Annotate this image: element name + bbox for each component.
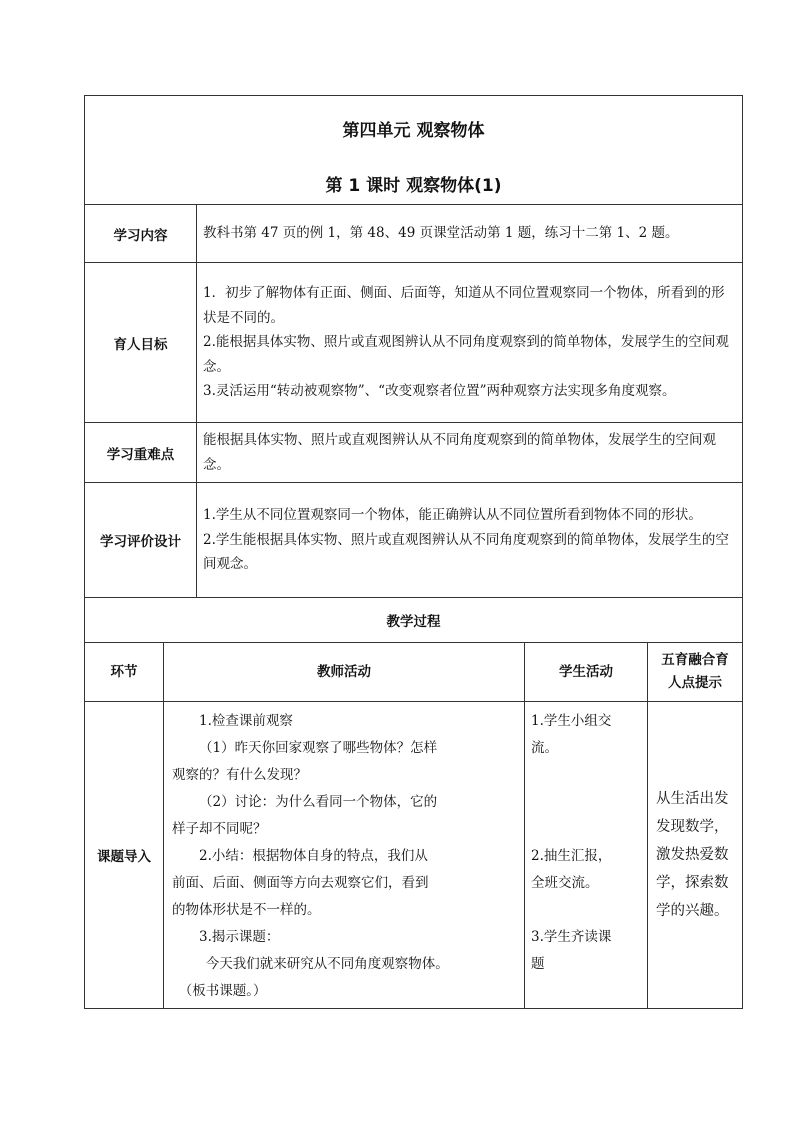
teacher-line: 前面、后面、侧面等方向去观察它们，看到 <box>172 875 429 891</box>
key-points-line: 能根据具体实物、照片或直观图辨认从不同角度观察到的简单物体，发展学生的空间观念。 <box>203 432 716 473</box>
student-spacer <box>531 789 643 816</box>
header-stage: 环节 <box>85 643 164 702</box>
content-text <box>197 205 743 263</box>
title-cell <box>85 96 743 205</box>
student-activity <box>525 702 648 1009</box>
teacher-line: 观察的？有什么发现？ <box>172 767 307 783</box>
hint-line: 激发热爱数 <box>656 847 729 863</box>
stage-intro-label: 课题导入 <box>85 702 164 1009</box>
teacher-activity <box>164 702 525 1009</box>
student-spacer <box>531 762 643 789</box>
student-line: 全班交流。 <box>531 875 599 891</box>
header-student: 学生活动 <box>525 643 648 702</box>
teacher-line: 样子却不同呢？ <box>172 821 267 837</box>
lesson-plan-table <box>84 95 743 1009</box>
key-points-text <box>197 423 743 483</box>
goal-item: 1．初步了解物体有正面、侧面、后面等，知道从不同位置观察同一个物体，所看到的形状是不同的。 <box>203 285 725 326</box>
teacher-line: 今天我们就来研究从不同角度观察物体。 <box>205 956 449 972</box>
content-label: 学习内容 <box>85 205 197 263</box>
teacher-line: （1）昨天你回家观察了哪些物体？怎样 <box>199 740 438 756</box>
teacher-line: （2）讨论：为什么看同一个物体，它的 <box>199 794 438 810</box>
header-hint-line: 人点提示 <box>668 675 722 691</box>
evaluation-item: 2.学生能根据具体实物、照片或直观图辨认从不同角度观察到的简单物体，发展学生的空间观念。 <box>203 531 729 573</box>
teacher-line: （板书课题。） <box>178 983 267 999</box>
goals-text <box>197 263 743 423</box>
student-line: 1.学生小组交 <box>531 713 612 729</box>
process-title: 教学过程 <box>85 598 743 643</box>
teacher-line: 2.小结：根据物体自身的特点，我们从 <box>199 848 428 864</box>
teacher-line: 1.检查课前观察 <box>199 713 293 729</box>
evaluation-text <box>197 483 743 598</box>
student-line: 题 <box>531 956 545 972</box>
teacher-line: 3.揭示课题： <box>199 929 280 945</box>
student-spacer <box>531 897 643 924</box>
key-points-label: 学习重难点 <box>85 423 197 483</box>
hint-line: 学的兴趣。 <box>656 903 729 919</box>
hint-cell <box>648 702 743 1009</box>
evaluation-label: 学习评价设计 <box>85 483 197 598</box>
content-text-line: 教科书第 47 页的例 1，第 48、49 页课堂活动第 1 题，练习十二第 1、2 题。 <box>203 225 679 242</box>
lesson-title: 第 1 课时 观察物体(1) <box>325 176 502 196</box>
student-spacer <box>531 816 643 843</box>
student-line: 3.学生齐读课 <box>531 929 612 945</box>
student-line: 2.抽生汇报， <box>531 848 612 864</box>
hint-line: 学，探索数 <box>656 875 729 891</box>
unit-title: 第四单元 观察物体 <box>342 121 485 141</box>
student-line: 流。 <box>531 740 558 756</box>
hint-line: 发现数学， <box>656 819 729 835</box>
goals-label: 育人目标 <box>85 263 197 423</box>
goal-item: 3.灵活运用“转动被观察物”、“改变观察者位置”两种观察方法实现多角度观察。 <box>203 383 676 400</box>
header-hint-line: 五育融合育 <box>661 652 729 668</box>
hint-line: 从生活出发 <box>656 791 729 807</box>
goal-item: 2.能根据具体实物、照片或直观图辨认从不同角度观察到的简单物体，发展学生的空间观念。 <box>203 334 729 375</box>
teacher-line: 的物体形状是不一样的。 <box>172 902 321 918</box>
evaluation-item: 1.学生从不同位置观察同一个物体，能正确辨认从不同位置所看到物体不同的形状。 <box>203 507 702 524</box>
header-teacher: 教师活动 <box>164 643 525 702</box>
header-hint <box>648 643 743 702</box>
